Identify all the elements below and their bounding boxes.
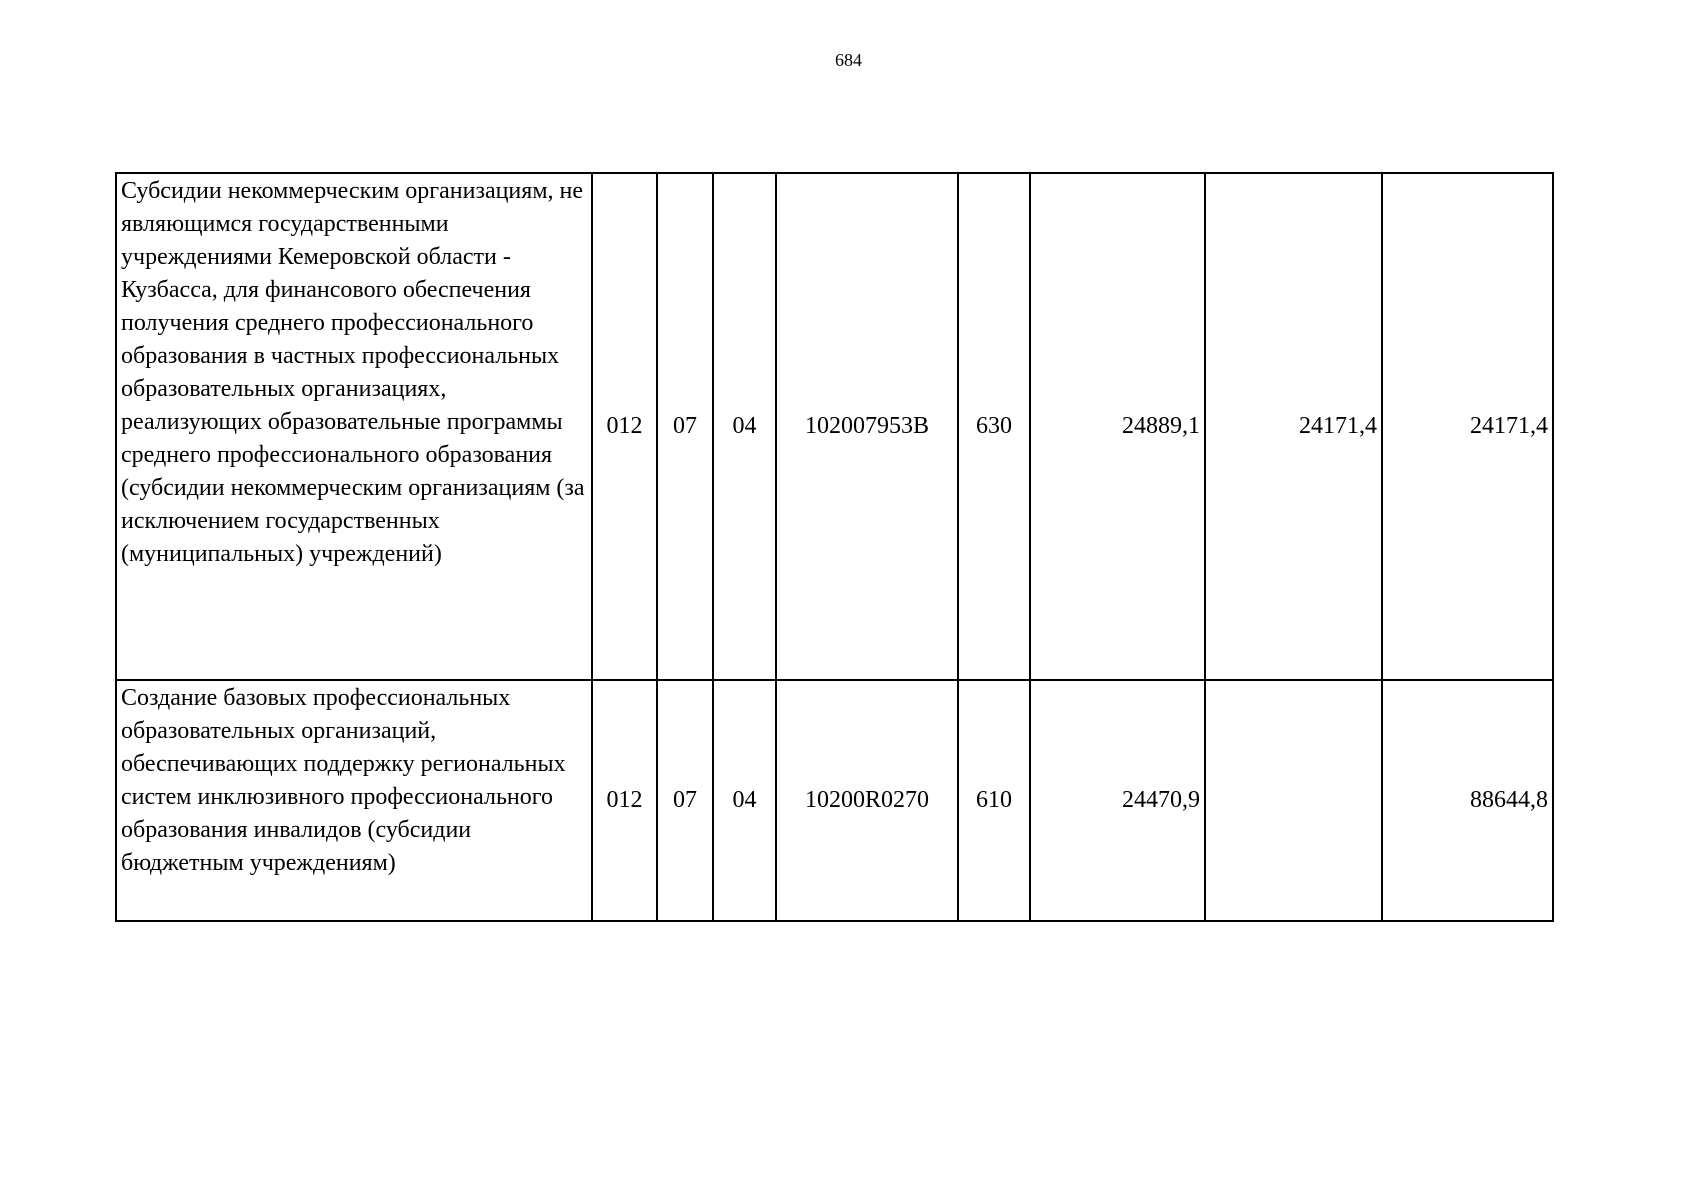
page-number: 684 (835, 50, 862, 70)
table-row (116, 173, 1553, 680)
amount-3-cell: 88644,8 (1382, 680, 1553, 921)
budget-table (115, 172, 1554, 922)
row-description: Создание базовых профессиональных образовательных организаций, обеспечивающих поддержку региональных систем инклюзивного профессионального образования инвалидов (субсидии бюджетным учреждениям) (116, 680, 592, 921)
expense-type-cell: 630 (958, 173, 1030, 680)
subsection-code-cell: 04 (713, 173, 776, 680)
amount-3-cell: 24171,4 (1382, 173, 1553, 680)
table-row (116, 680, 1553, 921)
ministry-code-cell: 012 (592, 173, 657, 680)
amount-2-cell: 24171,4 (1205, 173, 1382, 680)
amount-1-cell: 24889,1 (1030, 173, 1205, 680)
target-article-cell: 102007953В (776, 173, 958, 680)
ministry-code-cell: 012 (592, 680, 657, 921)
section-code-cell: 07 (657, 173, 713, 680)
expense-type-cell: 610 (958, 680, 1030, 921)
row-description: Субсидии некоммерческим организациям, не являющимся государственными учреждениями Кемеровской области - Кузбасса, для финансового обеспечения получения среднего профессионального образования в частных профессиональных образовательных организациях, реализующих образовательные программы среднего профессионального образования (субсидии некоммерческим организациям (за исключением государственных (муниципальных) учреждений) (116, 173, 592, 680)
subsection-code-cell: 04 (713, 680, 776, 921)
amount-2-cell (1205, 680, 1382, 921)
section-code-cell: 07 (657, 680, 713, 921)
target-article-cell: 10200R0270 (776, 680, 958, 921)
amount-1-cell: 24470,9 (1030, 680, 1205, 921)
